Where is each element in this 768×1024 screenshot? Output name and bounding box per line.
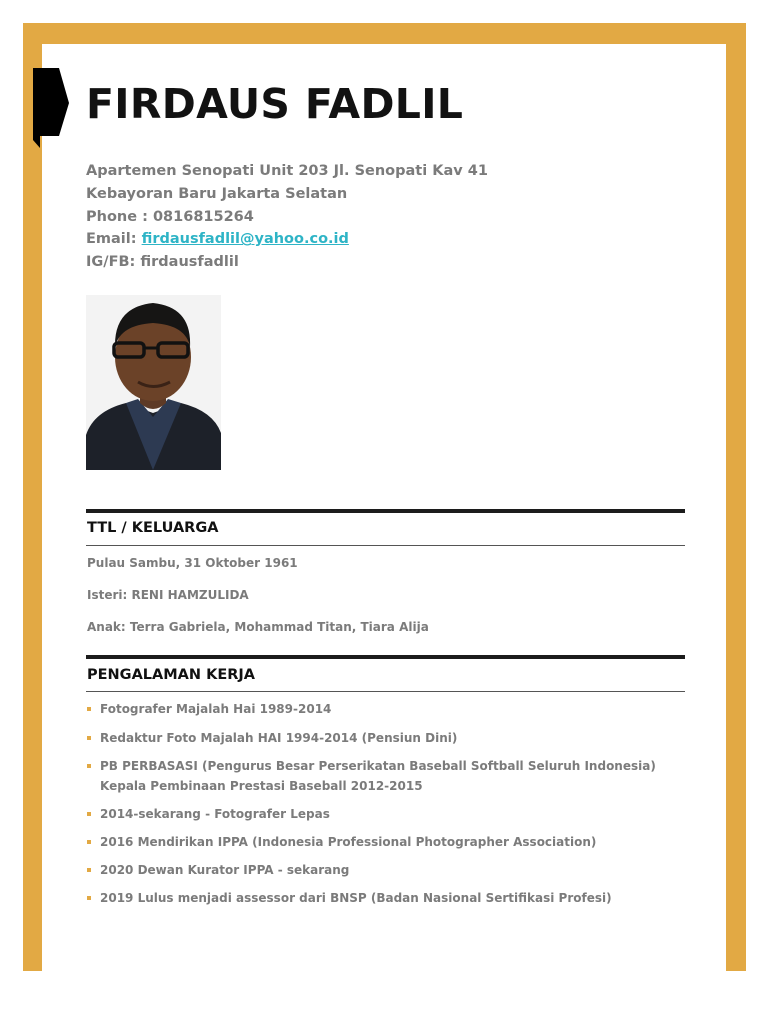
- experience-item: [87, 861, 687, 881]
- experience-item: [87, 729, 687, 749]
- address-line-1: Apartemen Senopati Unit 203 Jl. Senopati Kav 41: [86, 163, 488, 179]
- experience-item-text: 2016 Mendirikan IPPA (Indonesia Professional Photographer Association): [100, 835, 597, 849]
- section-divider: [86, 655, 685, 659]
- spouse-info: Isteri: RENI HAMZULIDA: [87, 588, 249, 602]
- email-label: Email:: [86, 231, 142, 248]
- experience-item-text: PB PERBASASI (Pengurus Besar Perserikatan Baseball Softball Seluruh Indonesia) Kepala Pembinaan Prestasi Baseball 2012-2015: [100, 759, 656, 793]
- page-frame-top: [23, 23, 746, 44]
- experience-item: [87, 805, 687, 825]
- experience-item-text: Redaktur Foto Majalah HAI 1994-2014 (Pensiun Dini): [100, 731, 458, 745]
- bullet-icon: [87, 764, 91, 768]
- experience-item-text: Fotografer Majalah Hai 1989-2014: [100, 702, 332, 716]
- section-underline: [86, 691, 685, 692]
- page-frame-left: [23, 23, 42, 971]
- bullet-icon: [87, 736, 91, 740]
- header-tab-marker: [33, 68, 69, 148]
- section-divider: [86, 509, 685, 513]
- experience-item-text: 2014-sekarang - Fotografer Lepas: [100, 807, 330, 821]
- experience-item-text: 2019 Lulus menjadi assessor dari BNSP (Badan Nasional Sertifikasi Profesi): [100, 891, 612, 905]
- page-frame-right: [726, 23, 746, 971]
- birth-info: Pulau Sambu, 31 Oktober 1961: [87, 556, 298, 570]
- phone: Phone : 0816815264: [86, 208, 254, 225]
- bullet-icon: [87, 868, 91, 872]
- experience-item: [87, 889, 687, 909]
- experience-item: [87, 757, 687, 796]
- section-underline: [86, 545, 685, 546]
- profile-photo: [86, 295, 221, 470]
- address-line-2: Kebayoran Baru Jakarta Selatan: [86, 185, 348, 202]
- experience-item: [87, 700, 687, 720]
- children-info: Anak: Terra Gabriela, Mohammad Titan, Tiara Alija: [87, 620, 429, 634]
- cv-name: FIRDAUS FADLIL: [86, 80, 464, 128]
- bullet-icon: [87, 896, 91, 900]
- experience-item-text: 2020 Dewan Kurator IPPA - sekarang: [100, 863, 350, 877]
- email-link[interactable]: firdausfadlil@yahoo.co.id: [141, 231, 349, 248]
- bullet-icon: [87, 840, 91, 844]
- section-title-ttl: TTL / KELUARGA: [87, 520, 219, 536]
- contact-block: [86, 160, 488, 274]
- social-handle: IG/FB: firdausfadlil: [86, 254, 239, 271]
- experience-item: [87, 833, 687, 853]
- bullet-icon: [87, 707, 91, 711]
- bullet-icon: [87, 812, 91, 816]
- section-title-experience: PENGALAMAN KERJA: [87, 667, 256, 683]
- email-line: [86, 228, 488, 251]
